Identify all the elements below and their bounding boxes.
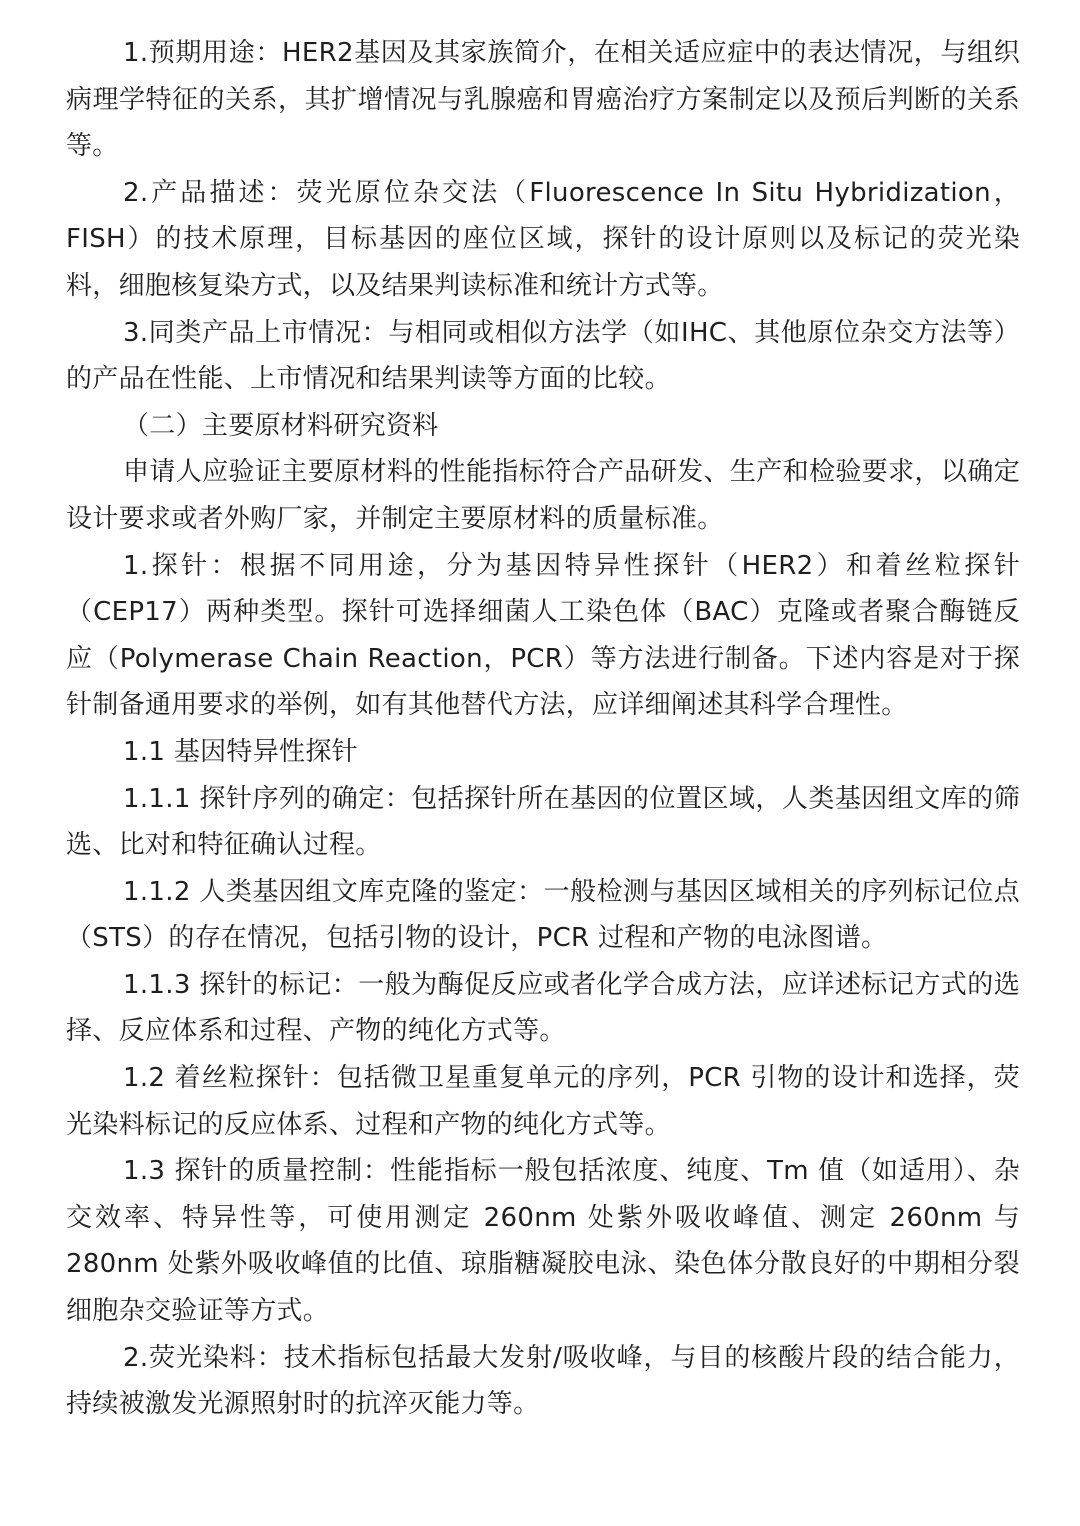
paragraph-similar-products: 3.同类产品上市情况：与相同或相似方法学（如IHC、其他原位杂交方法等）的产品在性能、上市情况和结果判读等方面的比较。	[66, 317, 1020, 395]
section-heading-raw-materials: （二）主要原材料研究资料	[123, 410, 439, 441]
subheading-gene-specific-probe: 1.1 基因特异性探针	[123, 736, 358, 767]
paragraph-probe-labeling: 1.1.3 探针的标记：一般为酶促反应或者化学合成方法，应详述标记方式的选择、反应体系和过程、产物的纯化方式等。	[66, 969, 1020, 1047]
paragraph-raw-materials-intro: 申请人应验证主要原材料的性能指标符合产品研发、生产和检验要求，以确定设计要求或者外购厂家，并制定主要原材料的质量标准。	[66, 457, 1020, 534]
paragraph-probe: 1.探针：根据不同用途，分为基因特异性探针（HER2）和着丝粒探针（CEP17）两种类型。探针可选择细菌人工染色体（BAC）克隆或者聚合酶链反应（Polymerase Chain Reaction，PCR）等方法进行制备。下述内容是对于探针制备通用要求的举例，如有其他替代方法，应详细阐述其科学合理性。	[66, 550, 1020, 721]
document-page	[66, 30, 1020, 1428]
paragraph-product-description: 2.产品描述：荧光原位杂交法（Fluorescence In Situ Hybridization，FISH）的技术原理，目标基因的座位区域，探针的设计原则以及标记的荧光染料，细胞核复染方式，以及结果判读标准和统计方式等。	[66, 177, 1020, 301]
paragraph-fluorescent-dye: 2.荧光染料：技术指标包括最大发射/吸收峰，与目的核酸片段的结合能力，持续被激发光源照射时的抗淬灭能力等。	[66, 1342, 1020, 1420]
paragraph-probe-sequence: 1.1.1 探针序列的确定：包括探针所在基因的位置区域，人类基因组文库的筛选、比对和特征确认过程。	[66, 783, 1020, 861]
paragraph-intended-use: 1.预期用途：HER2基因及其家族简介，在相关适应症中的表达情况，与组织病理学特征的关系，其扩增情况与乳腺癌和胃癌治疗方案制定以及预后判断的关系等。	[66, 38, 1020, 162]
paragraph-library-clone-identification: 1.1.2 人类基因组文库克隆的鉴定：一般检测与基因区域相关的序列标记位点（STS）的存在情况，包括引物的设计，PCR 过程和产物的电泳图谱。	[66, 876, 1020, 954]
paragraph-centromere-probe: 1.2 着丝粒探针：包括微卫星重复单元的序列，PCR 引物的设计和选择，荧光染料标记的反应体系、过程和产物的纯化方式等。	[66, 1063, 1020, 1140]
paragraph-probe-quality-control: 1.3 探针的质量控制：性能指标一般包括浓度、纯度、Tm 值（如适用）、杂交效率、特异性等，可使用测定 260nm 处紫外吸收峰值、测定 260nm 与 280nm 处紫外吸收峰值的比值、琼脂糖凝胶电泳、染色体分散良好的中期相分裂细胞杂交验证等方式。	[66, 1156, 1020, 1327]
